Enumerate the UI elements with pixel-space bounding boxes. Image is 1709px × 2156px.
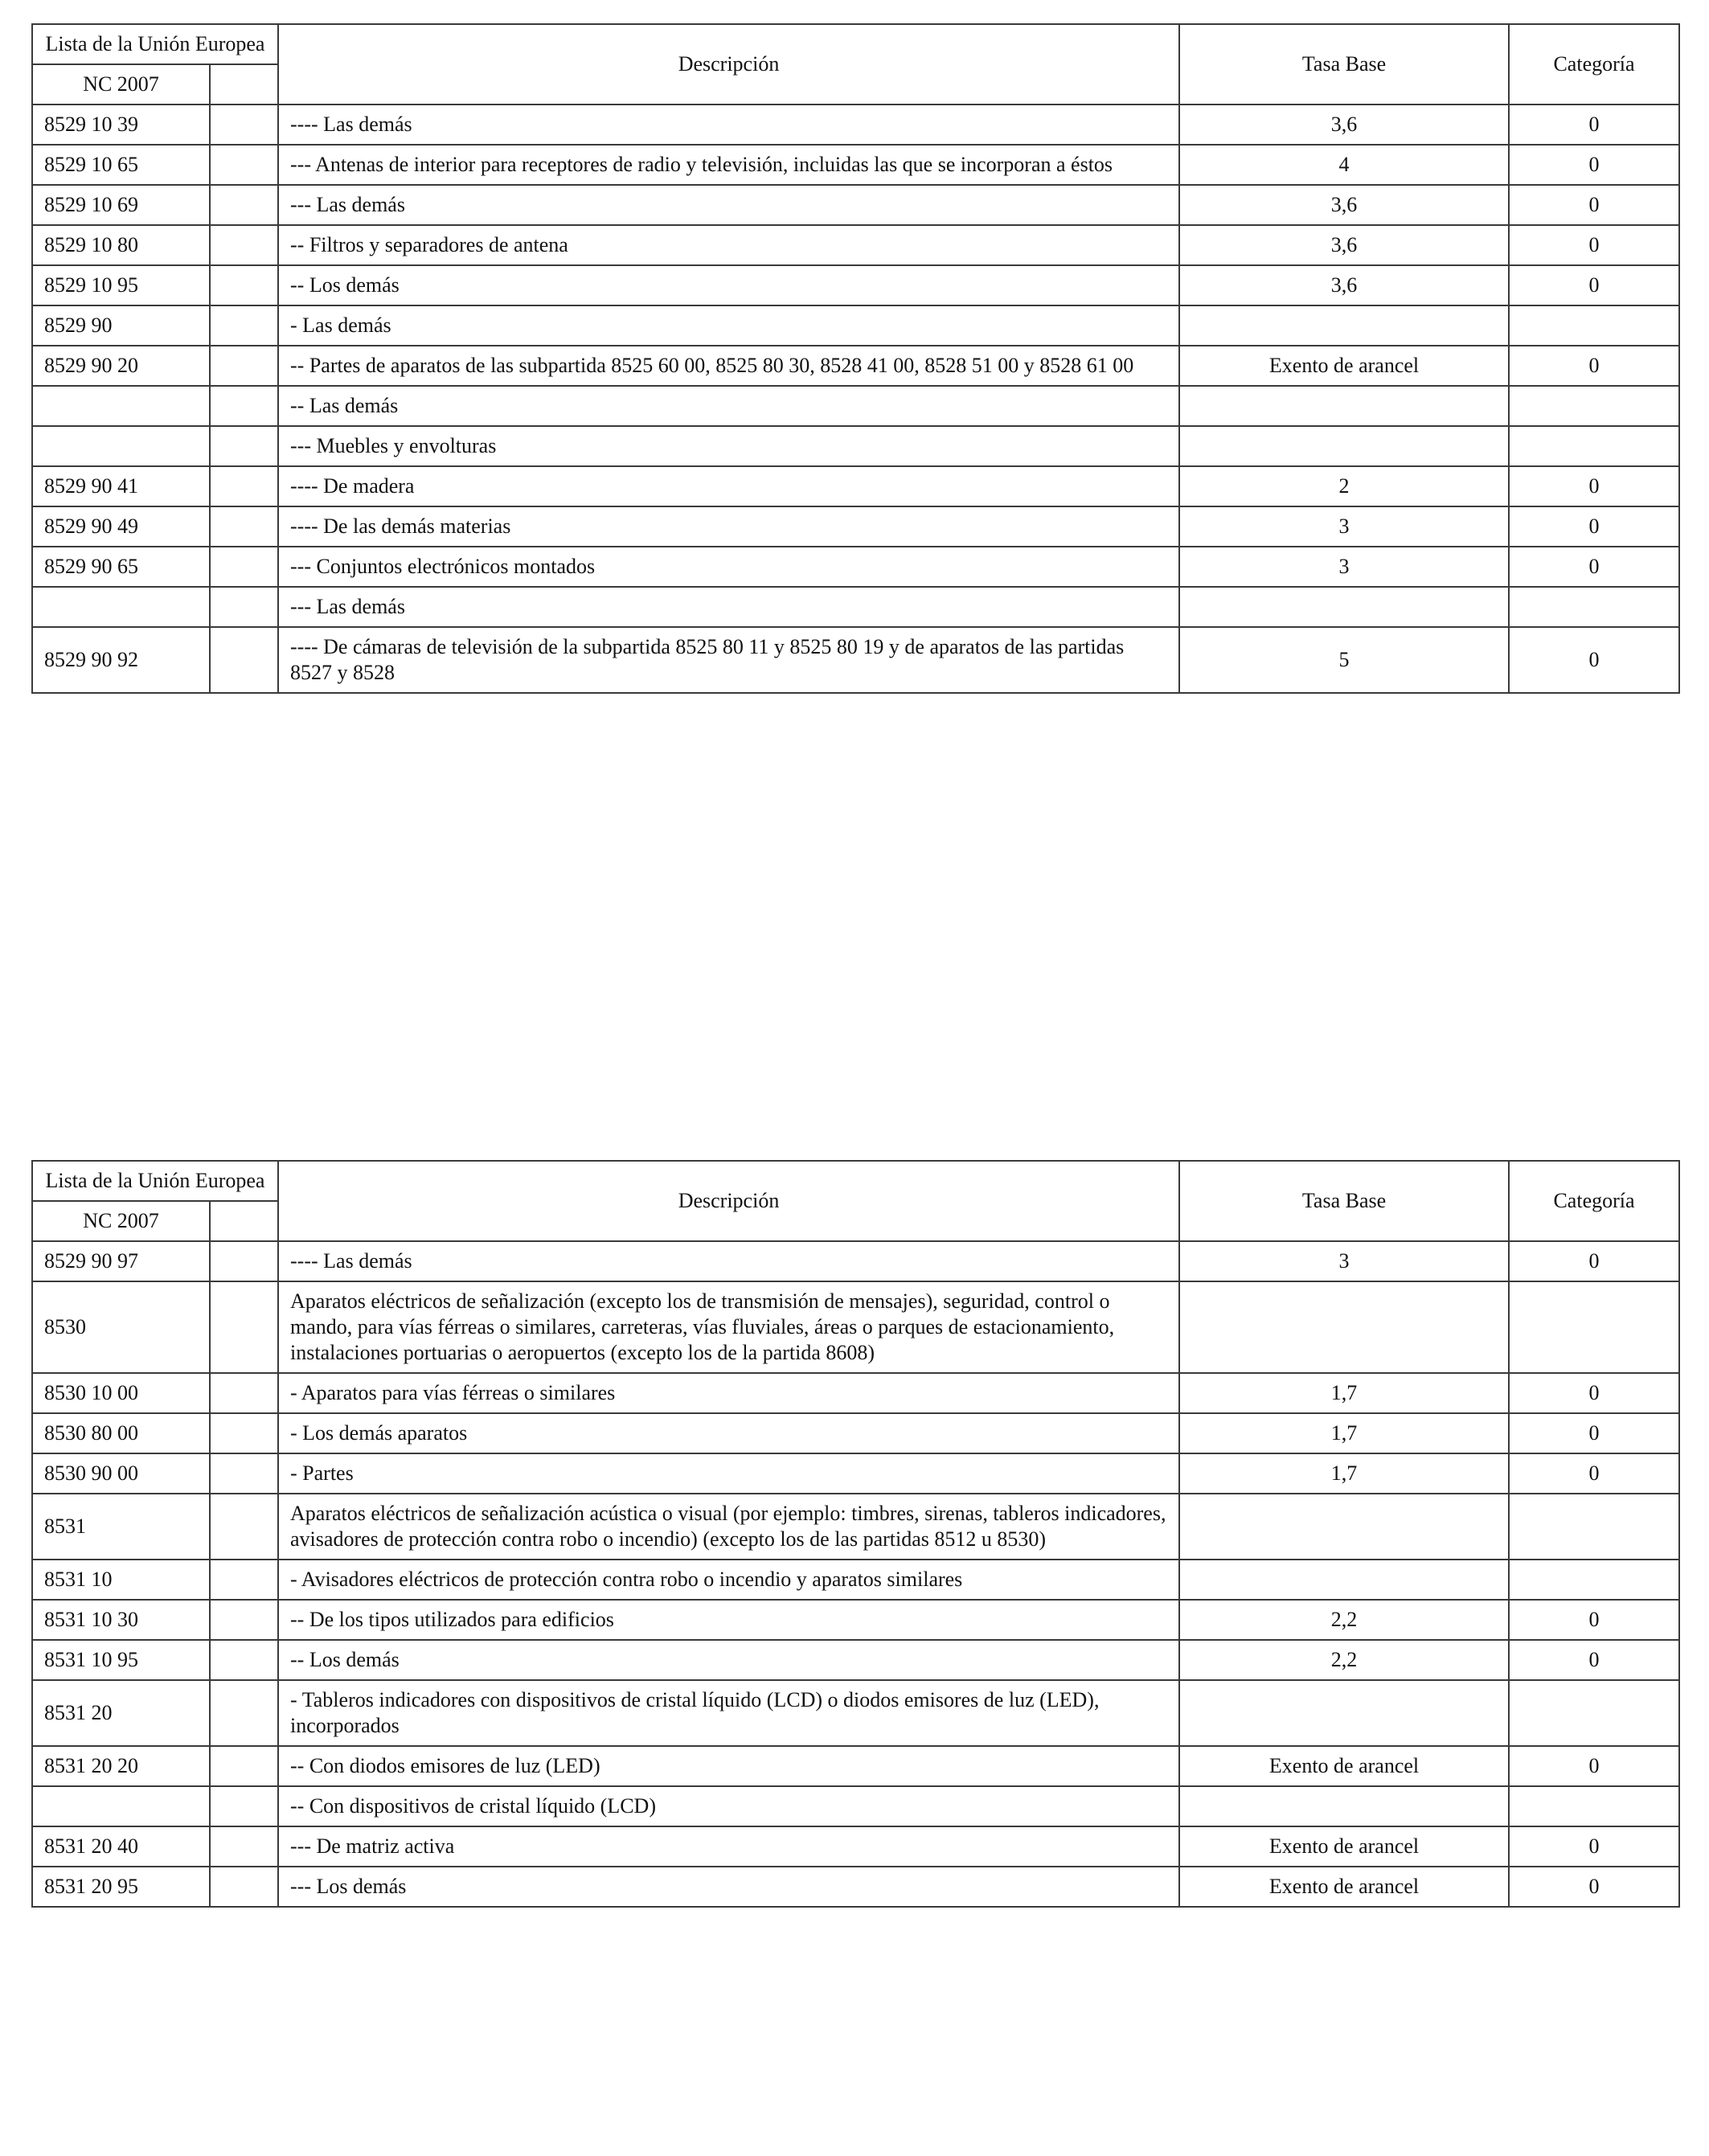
description-cell: -- De los tipos utilizados para edificios	[278, 1600, 1179, 1640]
category-cell: 0	[1509, 145, 1679, 185]
header-blank-cell	[210, 64, 278, 105]
table-row	[32, 587, 1679, 627]
description-cell: -- Con diodos emisores de luz (LED)	[278, 1746, 1179, 1786]
category-cell: 0	[1509, 1746, 1679, 1786]
blank-cell	[210, 1494, 278, 1560]
table-row	[32, 145, 1679, 185]
blank-cell	[210, 1453, 278, 1494]
category-cell: 0	[1509, 1241, 1679, 1281]
category-cell	[1509, 1786, 1679, 1826]
code-cell: 8531 10	[32, 1560, 210, 1600]
table-row	[32, 1826, 1679, 1867]
category-cell	[1509, 426, 1679, 466]
category-cell: 0	[1509, 627, 1679, 693]
base-rate-cell	[1179, 1494, 1509, 1560]
blank-cell	[210, 466, 278, 506]
base-rate-cell	[1179, 1281, 1509, 1373]
table-row	[32, 1241, 1679, 1281]
blank-cell	[210, 105, 278, 145]
category-cell: 0	[1509, 1413, 1679, 1453]
description-cell: --- Muebles y envolturas	[278, 426, 1179, 466]
base-rate-cell	[1179, 386, 1509, 426]
blank-cell	[210, 1281, 278, 1373]
table-row	[32, 225, 1679, 265]
base-rate-cell: 1,7	[1179, 1413, 1509, 1453]
table-row	[32, 305, 1679, 346]
code-cell: 8529 90	[32, 305, 210, 346]
base-rate-cell: Exento de arancel	[1179, 346, 1509, 386]
category-cell	[1509, 305, 1679, 346]
category-cell	[1509, 1680, 1679, 1746]
description-cell: ---- De cámaras de televisión de la subpartida 8525 80 11 y 8525 80 19 y de aparatos de las partidas 8527 y 8528	[278, 627, 1179, 693]
base-rate-cell: 3	[1179, 1241, 1509, 1281]
category-cell: 0	[1509, 185, 1679, 225]
table-row	[32, 1453, 1679, 1494]
category-cell: 0	[1509, 466, 1679, 506]
code-cell	[32, 587, 210, 627]
table-row	[32, 185, 1679, 225]
description-cell: -- Las demás	[278, 386, 1179, 426]
description-cell: - Partes	[278, 1453, 1179, 1494]
description-cell: Aparatos eléctricos de señalización acústica o visual (por ejemplo: timbres, sirenas, tableros indicadores, avisadores de protección contra robo o incendio) (excepto los de las partidas 8512 u 8530)	[278, 1494, 1179, 1560]
description-cell: Aparatos eléctricos de señalización (excepto los de transmisión de mensajes), seguridad, control o mando, para vías férreas o similares, carreteras, vías fluviales, áreas o parques de estacionamiento, instalaciones portuarias o aeropuertos (excepto los de la partida 8608)	[278, 1281, 1179, 1373]
base-rate-cell: 1,7	[1179, 1373, 1509, 1413]
table-row	[32, 1867, 1679, 1907]
header-description: Descripción	[278, 24, 1179, 105]
base-rate-cell: 4	[1179, 145, 1509, 185]
code-cell: 8531 20 95	[32, 1867, 210, 1907]
blank-cell	[210, 1826, 278, 1867]
description-cell: --- Los demás	[278, 1867, 1179, 1907]
code-cell: 8530 80 00	[32, 1413, 210, 1453]
table-row	[32, 1560, 1679, 1600]
base-rate-cell: 3	[1179, 506, 1509, 547]
blank-cell	[210, 506, 278, 547]
header-eu-list: Lista de la Unión Europea	[32, 1161, 278, 1201]
category-cell: 0	[1509, 1867, 1679, 1907]
category-cell: 0	[1509, 225, 1679, 265]
base-rate-cell: 2	[1179, 466, 1509, 506]
description-cell: ---- Las demás	[278, 105, 1179, 145]
base-rate-cell	[1179, 1680, 1509, 1746]
base-rate-cell	[1179, 1560, 1509, 1600]
category-cell	[1509, 1494, 1679, 1560]
category-cell	[1509, 1281, 1679, 1373]
description-cell: -- Con dispositivos de cristal líquido (LCD)	[278, 1786, 1179, 1826]
code-cell: 8529 10 65	[32, 145, 210, 185]
code-cell	[32, 426, 210, 466]
code-cell	[32, 386, 210, 426]
base-rate-cell: 1,7	[1179, 1453, 1509, 1494]
header-base-rate: Tasa Base	[1179, 1161, 1509, 1241]
base-rate-cell: 3,6	[1179, 265, 1509, 305]
blank-cell	[210, 1640, 278, 1680]
table-row	[32, 1680, 1679, 1746]
table-row	[32, 1494, 1679, 1560]
table-body	[32, 105, 1679, 693]
table-row	[32, 426, 1679, 466]
table-row	[32, 1786, 1679, 1826]
code-cell: 8529 10 95	[32, 265, 210, 305]
category-cell: 0	[1509, 265, 1679, 305]
table-row	[32, 506, 1679, 547]
header-nc-2007: NC 2007	[32, 1201, 210, 1241]
base-rate-cell	[1179, 426, 1509, 466]
description-cell: - Aparatos para vías férreas o similares	[278, 1373, 1179, 1413]
description-cell: - Tableros indicadores con dispositivos de cristal líquido (LCD) o diodos emisores de luz (LED), incorporados	[278, 1680, 1179, 1746]
header-blank-cell	[210, 1201, 278, 1241]
blank-cell	[210, 1786, 278, 1826]
table-row	[32, 1281, 1679, 1373]
code-cell: 8529 90 41	[32, 466, 210, 506]
base-rate-cell: Exento de arancel	[1179, 1867, 1509, 1907]
code-cell: 8531 20 20	[32, 1746, 210, 1786]
table-row	[32, 386, 1679, 426]
description-cell: --- Las demás	[278, 185, 1179, 225]
base-rate-cell: Exento de arancel	[1179, 1826, 1509, 1867]
blank-cell	[210, 1680, 278, 1746]
code-cell: 8529 90 97	[32, 1241, 210, 1281]
category-cell: 0	[1509, 1600, 1679, 1640]
description-cell: --- Conjuntos electrónicos montados	[278, 547, 1179, 587]
table-body	[32, 1241, 1679, 1907]
table-row	[32, 1600, 1679, 1640]
category-cell	[1509, 587, 1679, 627]
category-cell: 0	[1509, 1373, 1679, 1413]
code-cell: 8530	[32, 1281, 210, 1373]
blank-cell	[210, 587, 278, 627]
base-rate-cell: 2,2	[1179, 1600, 1509, 1640]
category-cell: 0	[1509, 506, 1679, 547]
table-row	[32, 265, 1679, 305]
blank-cell	[210, 305, 278, 346]
description-cell: --- De matriz activa	[278, 1826, 1179, 1867]
table-row	[32, 1640, 1679, 1680]
category-cell: 0	[1509, 105, 1679, 145]
category-cell: 0	[1509, 1826, 1679, 1867]
header-base-rate: Tasa Base	[1179, 24, 1509, 105]
table-row	[32, 547, 1679, 587]
base-rate-cell: Exento de arancel	[1179, 1746, 1509, 1786]
blank-cell	[210, 1241, 278, 1281]
code-cell: 8529 10 39	[32, 105, 210, 145]
code-cell: 8531	[32, 1494, 210, 1560]
code-cell: 8529 90 92	[32, 627, 210, 693]
blank-cell	[210, 386, 278, 426]
description-cell: - Avisadores eléctricos de protección contra robo o incendio y aparatos similares	[278, 1560, 1179, 1600]
blank-cell	[210, 225, 278, 265]
category-cell: 0	[1509, 1453, 1679, 1494]
table-row	[32, 1746, 1679, 1786]
description-cell: - Los demás aparatos	[278, 1413, 1179, 1453]
table-row	[32, 1373, 1679, 1413]
base-rate-cell: 5	[1179, 627, 1509, 693]
header-description: Descripción	[278, 1161, 1179, 1241]
category-cell: 0	[1509, 346, 1679, 386]
description-cell: ---- De las demás materias	[278, 506, 1179, 547]
code-cell: 8529 90 65	[32, 547, 210, 587]
blank-cell	[210, 1600, 278, 1640]
tariff-table-1	[31, 23, 1680, 694]
tariff-table-2	[31, 1160, 1680, 1908]
base-rate-cell	[1179, 587, 1509, 627]
blank-cell	[210, 346, 278, 386]
description-cell: - Las demás	[278, 305, 1179, 346]
code-cell: 8531 10 95	[32, 1640, 210, 1680]
base-rate-cell: 3,6	[1179, 185, 1509, 225]
code-cell: 8530 90 00	[32, 1453, 210, 1494]
table-header	[32, 1161, 1679, 1241]
blank-cell	[210, 1560, 278, 1600]
description-cell: ---- De madera	[278, 466, 1179, 506]
code-cell: 8531 20	[32, 1680, 210, 1746]
category-cell	[1509, 1560, 1679, 1600]
base-rate-cell	[1179, 1786, 1509, 1826]
header-nc-2007: NC 2007	[32, 64, 210, 105]
code-cell: 8531 10 30	[32, 1600, 210, 1640]
code-cell: 8531 20 40	[32, 1826, 210, 1867]
header-category: Categoría	[1509, 24, 1679, 105]
code-cell	[32, 1786, 210, 1826]
blank-cell	[210, 547, 278, 587]
blank-cell	[210, 426, 278, 466]
category-cell: 0	[1509, 547, 1679, 587]
base-rate-cell: 2,2	[1179, 1640, 1509, 1680]
blank-cell	[210, 1746, 278, 1786]
category-cell: 0	[1509, 1640, 1679, 1680]
table-row	[32, 627, 1679, 693]
header-category: Categoría	[1509, 1161, 1679, 1241]
table-row	[32, 346, 1679, 386]
table-header	[32, 24, 1679, 105]
base-rate-cell: 3,6	[1179, 105, 1509, 145]
blank-cell	[210, 265, 278, 305]
description-cell: ---- Las demás	[278, 1241, 1179, 1281]
description-cell: -- Partes de aparatos de las subpartida 8525 60 00, 8525 80 30, 8528 41 00, 8528 51 00 y 8528 61 00	[278, 346, 1179, 386]
code-cell: 8529 10 80	[32, 225, 210, 265]
table-row	[32, 1413, 1679, 1453]
description-cell: -- Los demás	[278, 1640, 1179, 1680]
description-cell: -- Los demás	[278, 265, 1179, 305]
description-cell: --- Las demás	[278, 587, 1179, 627]
blank-cell	[210, 1413, 278, 1453]
category-cell	[1509, 386, 1679, 426]
description-cell: -- Filtros y separadores de antena	[278, 225, 1179, 265]
base-rate-cell: 3	[1179, 547, 1509, 587]
description-cell: --- Antenas de interior para receptores de radio y televisión, incluidas las que se incorporan a éstos	[278, 145, 1179, 185]
blank-cell	[210, 1373, 278, 1413]
table-row	[32, 466, 1679, 506]
blank-cell	[210, 627, 278, 693]
table-row	[32, 105, 1679, 145]
blank-cell	[210, 145, 278, 185]
code-cell: 8529 90 49	[32, 506, 210, 547]
code-cell: 8530 10 00	[32, 1373, 210, 1413]
blank-cell	[210, 185, 278, 225]
code-cell: 8529 90 20	[32, 346, 210, 386]
blank-cell	[210, 1867, 278, 1907]
code-cell: 8529 10 69	[32, 185, 210, 225]
header-eu-list: Lista de la Unión Europea	[32, 24, 278, 64]
base-rate-cell: 3,6	[1179, 225, 1509, 265]
base-rate-cell	[1179, 305, 1509, 346]
